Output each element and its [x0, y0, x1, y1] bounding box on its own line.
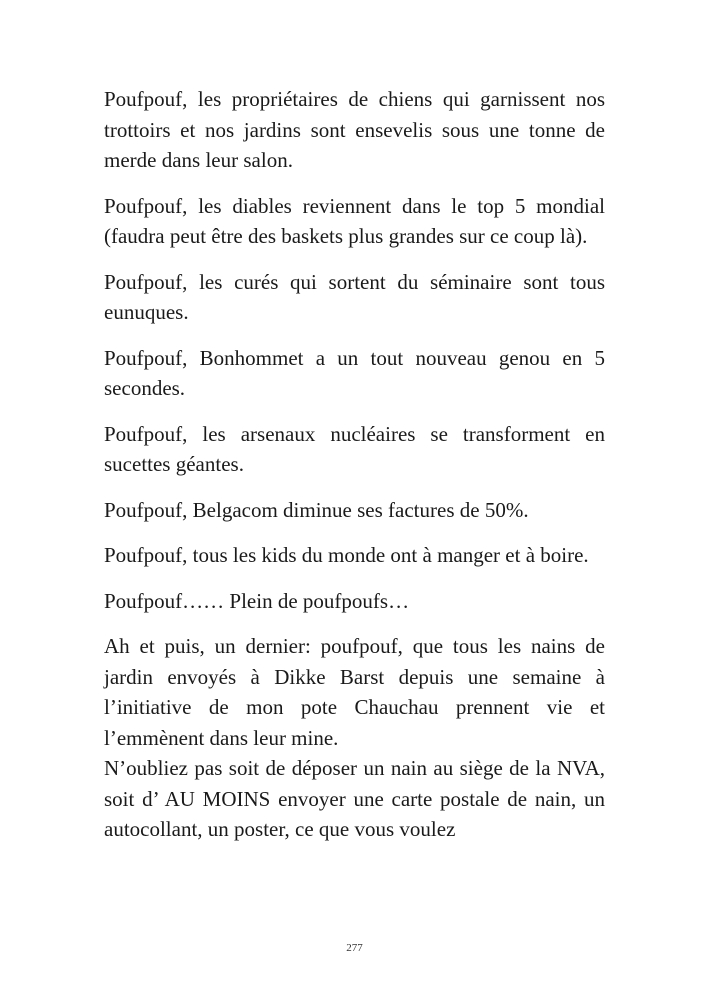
page-number: 277 — [346, 942, 363, 954]
paragraph-plein: Poufpouf…… Plein de poufpoufs… — [104, 588, 410, 613]
paragraph-priests: Poufpouf, les curés qui sortent du séminaire sont tous eunuques. — [104, 269, 605, 324]
paragraph-dernier: Ah et puis, un dernier: poufpouf, que tous les nains de jardin envoyés à Dikke Barst depuis une semaine à l’initiative de mon pote Chauchau prennent vie et l’emmènent dans leur mine. — [104, 634, 605, 750]
paragraph-devils: Poufpouf, les diables reviennent dans le top 5 mondial (faudra peut être des baskets plus grandes sur ce coup là). — [104, 193, 605, 248]
paragraph-belgacom: Poufpouf, Belgacom diminue ses factures de 50%. — [104, 497, 529, 522]
page-body — [104, 84, 605, 845]
paragraph-nva: N’oubliez pas soit de déposer un nain au siège de la NVA, soit d’ AU MOINS envoyer une carte postale de nain, un autocollant, un poster, ce que vous voulez — [104, 756, 605, 841]
paragraph-kids: Poufpouf, tous les kids du monde ont à manger et à boire. — [104, 543, 589, 567]
paragraph-nuclear: Poufpouf, les arsenaux nucléaires se transforment en sucettes géantes. — [104, 421, 605, 476]
paragraph-dog-owners: Poufpouf, les propriétaires de chiens qui garnissent nos trottoirs et nos jardins sont ensevelis sous une tonne de merde dans leur salon. — [104, 87, 605, 172]
paragraph-bonhommet: Poufpouf, Bonhommet a un tout nouveau genou en 5 secondes. — [104, 345, 605, 400]
